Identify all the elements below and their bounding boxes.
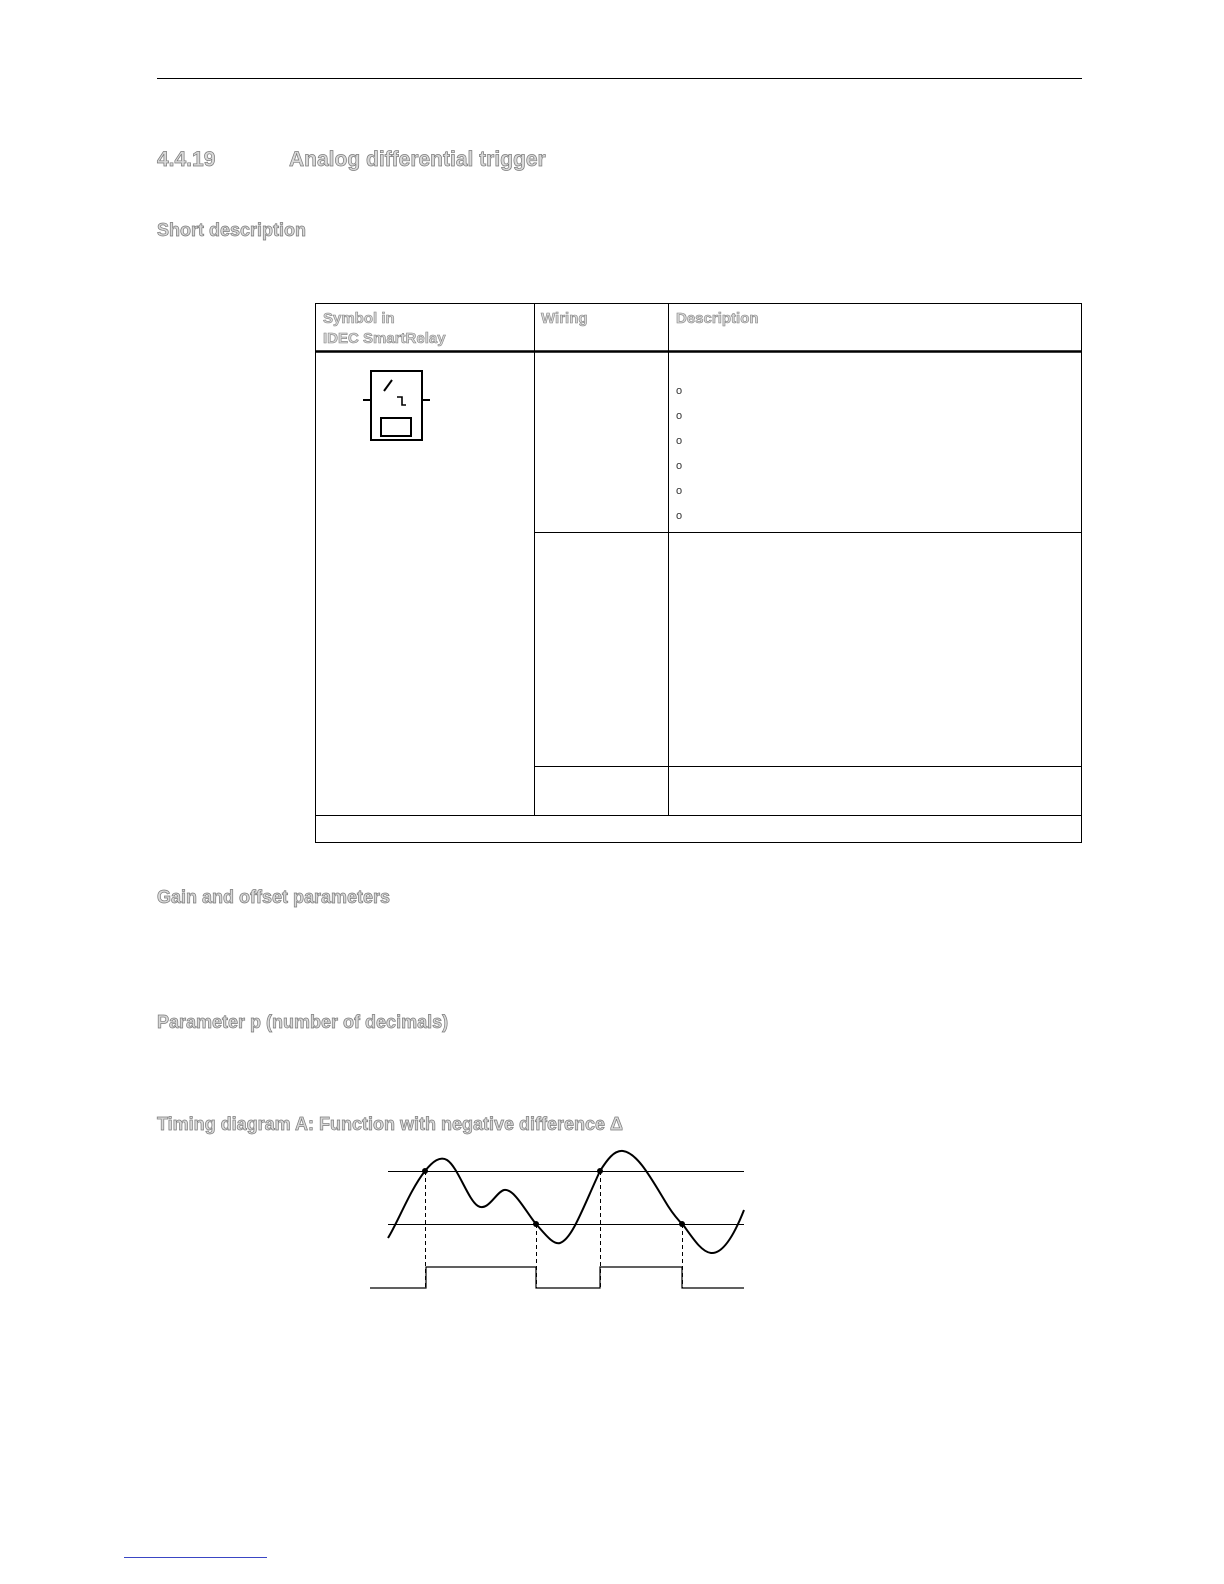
list-bullet: o — [676, 460, 683, 472]
list-bullet: o — [676, 385, 683, 397]
col-header-symbol-line1: Symbol in — [323, 310, 395, 327]
heading-timing-diagram: Timing diagram A: Function with negative difference Δ — [157, 1114, 623, 1134]
list-bullet: o — [676, 435, 683, 447]
heading-gain-offset: Gain and offset parameters — [157, 887, 391, 907]
switch-point — [533, 1221, 539, 1227]
section-number: 4.4.19 — [157, 148, 216, 171]
col-header-description: Description — [676, 310, 759, 327]
list-bullet: o — [676, 485, 683, 497]
footnote-rule — [124, 1557, 267, 1558]
list-bullet: o — [676, 410, 683, 422]
heading-short-description: Short description — [157, 220, 307, 240]
list-bullet: o — [676, 510, 683, 522]
col-header-symbol-line2: IDEC SmartRelay — [323, 330, 446, 347]
switch-point — [422, 1168, 428, 1174]
heading-parameter-p: Parameter p (number of decimals) — [157, 1012, 449, 1032]
switch-point — [679, 1221, 685, 1227]
switch-point — [597, 1168, 603, 1174]
analog-signal-curve — [388, 1151, 744, 1253]
col-header-wiring: Wiring — [541, 310, 588, 327]
output-signal — [370, 1267, 744, 1288]
section-title: Analog differential trigger — [289, 148, 546, 171]
